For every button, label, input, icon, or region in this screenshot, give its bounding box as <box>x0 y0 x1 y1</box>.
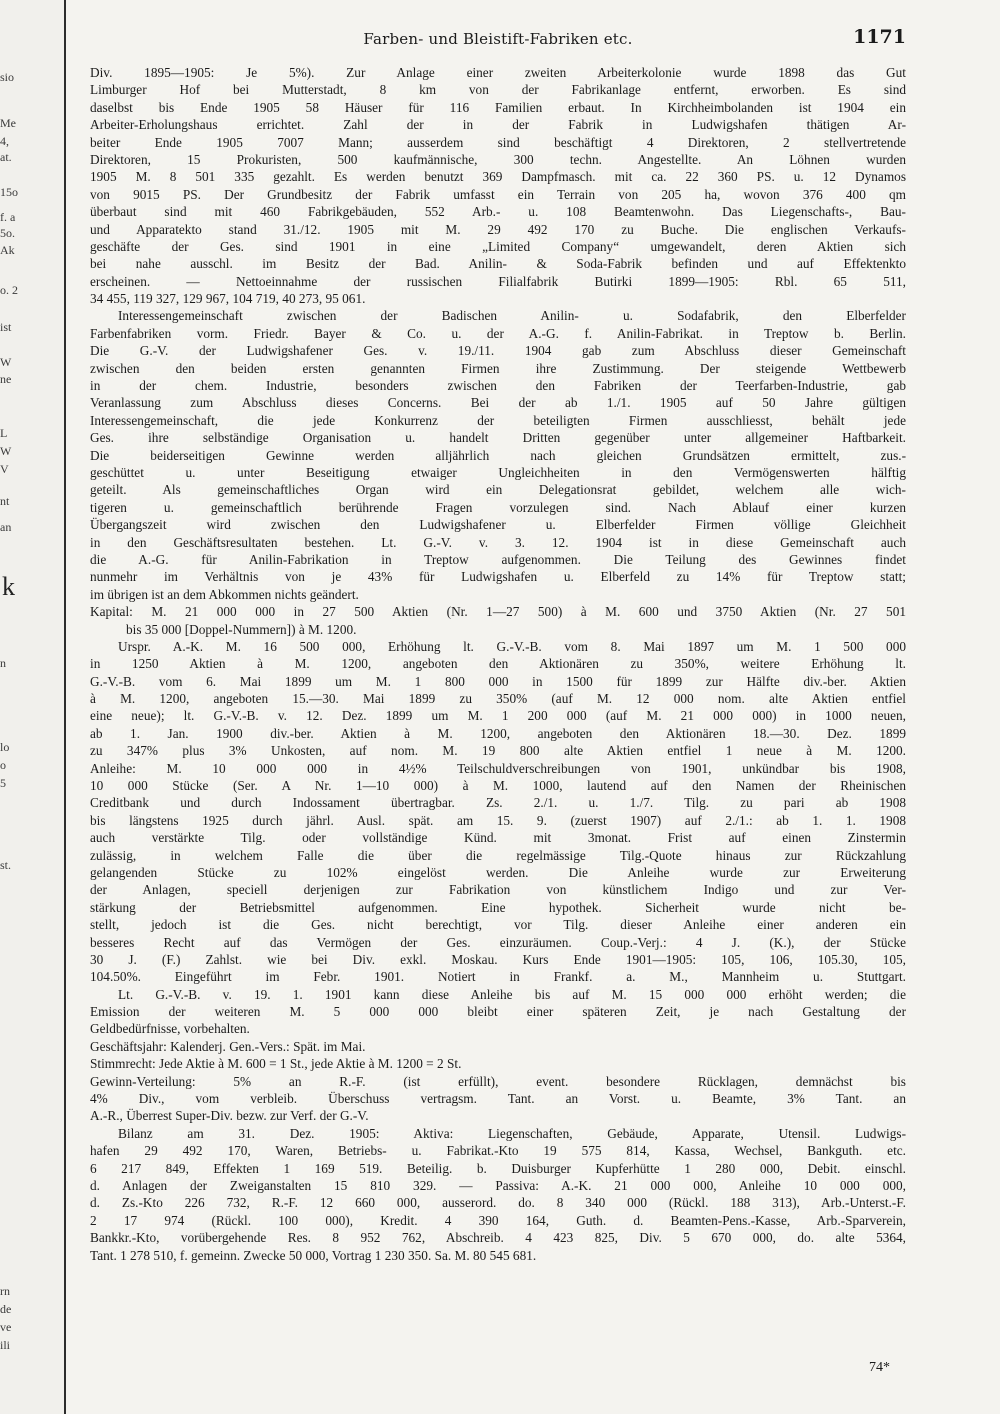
body-line: A.-R., Überrest Super-Div. bezw. zur Verf. der G.-V. <box>90 1108 369 1124</box>
margin-fragment: 15o <box>0 185 18 199</box>
body-line: 1905 M. 8 501 335 gezahlt. Es werden benutzt 369 Dampfmasch. mit ca. 22 360 PS. u. 12 Dynamos <box>90 169 906 185</box>
body-line: in den Geschäftsresultaten bestehen. Lt. G.-V. v. 3. 12. 1904 ist in diese Gemeinschaft auch <box>90 534 906 550</box>
signature-mark: 74* <box>869 1360 890 1375</box>
body-line: Urspr. A.-K. M. 16 500 000, Erhöhung lt. G.-V.-B. vom 8. Mai 1897 um M. 1 500 000 <box>118 638 906 654</box>
body-line: Div. 1895—1905: Je 5%). Zur Anlage einer zweiten Arbeiterkolonie wurde 1898 das Gut <box>90 65 906 80</box>
margin-fragment: an <box>0 520 12 534</box>
body-line: Limburger Hof bei Mutterstadt, 8 km von der Fabrikanlage entfernt, erworben. Es sind <box>90 82 906 98</box>
body-line: der Anlagen, speciell derjenigen zur Fabrikation von künstlichem Indigo und zur Ver- <box>90 882 906 898</box>
body-line: zu 347% plus 3% Unkosten, auf nom. M. 19 800 alte Aktien entfiel 1 neue à M. 1200. <box>90 743 906 759</box>
body-line: Tant. 1 278 510, f. gemeinn. Zwecke 50 000, Vortrag 1 230 350. Sa. M. 80 545 681. <box>90 1247 537 1263</box>
margin-fragment: ili <box>0 1338 11 1352</box>
body-line: in der chem. Industrie, besonders zwischen den Fabriken der Teerfarben-Industrie, gab <box>90 378 906 394</box>
body-line: die A.-G. für Anilin-Fabrikation in Treptow aufgenommen. Die Teilung des Gewinnes findet <box>90 551 906 567</box>
body-line: überbaut sind mit 460 Fabrikgebäuden, 552 Arb.- u. 108 Beamtenwohn. Das Liegenschafts-, Bau- <box>90 204 906 220</box>
section-kapital: Kapital: M. 21 000 000 in 27 500 Aktien (Nr. 1—27 500) à M. 600 und 3750 Aktien (Nr. 27 501 <box>90 604 906 620</box>
body-line: zwischen den beiden ersten genannten Firmen ihre Zustimmung. Der steigende Wettbewerb <box>90 360 906 376</box>
body-line: d. Anlagen der Zweiganstalten 15 810 329. — Passiva: A.-K. 21 000 000, Anleihe 10 000 000, <box>90 1178 906 1193</box>
page-number: 1171 <box>853 26 906 48</box>
body-line: 30 J. (F.) Zahlst. wie bei Div. exkl. Moskau. Kurs Ende 1901—1905: 105, 106, 105.30, 105, <box>90 951 906 967</box>
body-line: im übrigen ist an dem Abkommen nichts geändert. <box>90 586 359 602</box>
margin-fragment: ve <box>0 1320 12 1334</box>
margin-fragment: 5 <box>0 776 6 790</box>
body-line: gelangenden Stücke zu 102% eingelöst werden. Die Anleihe wurde zur Erweiterung <box>90 864 906 880</box>
section-interessengemeinschaft: Interessengemeinschaft zwischen der Badischen Anilin- u. Sodafabrik, den Elberfelder <box>118 308 906 324</box>
body-line: geschüttet u. unter Beseitigung etwaiger Ungleichheiten in den Vermögenswerten hälftig <box>90 464 906 480</box>
margin-fragment: n <box>0 656 6 670</box>
body-line: Farbenfabriken vorm. Friedr. Bayer & Co. u. der A.-G. f. Anilin-Fabrikat. in Treptow b. Berlin. <box>90 325 906 341</box>
body-line: bei nahe ausschl. im Besitz der Bad. Anilin- & Soda-Fabrik befinden und auf Effektenkto <box>90 256 906 272</box>
body-line: stärkung der Betriebsmittel aufgenommen. Eine hypothek. Sicherheit wurde nicht be- <box>90 899 906 915</box>
body-line: ab 1. Jan. 1900 div.-ber. Aktien à M. 1200, angeboten den Aktionären 18.—30. Dez. 1899 <box>90 725 906 741</box>
body-line: Die beiderseitigen Gewinne werden alljährlich nach gleichen Grundsätzen ermittelt, zus.- <box>90 447 906 463</box>
margin-fragment: o <box>0 758 6 772</box>
body-line: geschäfte der Ges. sind 1901 in eine „Limited Company“ umgewandelt, deren Aktien sich <box>90 238 906 254</box>
page-gutter-divider <box>64 0 66 1414</box>
margin-fragment: k <box>2 572 15 601</box>
document-page <box>90 26 906 1264</box>
body-line: bis längstens 1925 durch jährl. Ausl. spät. am 15. 9. (zuerst 1907) auf 2./1.: ab 1. 1. 1908 <box>90 812 906 828</box>
margin-fragment: ist <box>0 320 12 334</box>
body-line: 10 000 Stücke (Ser. A Nr. 1—10 000) à M. 1000, lautend auf den Namen der Rheinischen <box>90 778 906 794</box>
margin-fragment: st. <box>0 858 12 872</box>
margin-fragment: W <box>0 355 12 369</box>
body-line: Emission der weiteren M. 5 000 000 bleibt einer späteren Zeit, je nach Gestaltung der <box>90 1004 906 1020</box>
body-line: Bankkr.-Kto, vorübergehende Res. 8 952 762, Abschreib. 4 423 825, Div. 5 670 000, do. alte 5364, <box>90 1230 906 1246</box>
margin-fragment: f. a <box>0 210 16 224</box>
body-line: hafen 29 492 170, Waren, Betriebs- u. Fabrikat.-Kto 19 575 814, Kassa, Wechsel, Bankguth. etc. <box>90 1143 906 1159</box>
body-line: G.-V.-B. vom 6. Mai 1899 um M. 1 800 000 in 1500 für 1899 zur Hälfte div.-ber. Aktien <box>90 673 906 689</box>
running-head-title: Farben- und Bleistift-Fabriken etc. <box>363 30 633 48</box>
margin-fragment: L <box>0 426 8 440</box>
body-line: und Apparatekto stand 31./12. 1905 mit M. 29 492 170 zu Buche. Die englischen Verkaufs- <box>90 221 906 237</box>
body-line: Lt. G.-V.-B. v. 19. 1. 1901 kann diese Anleihe bis auf M. 15 000 000 erhöht werden; die <box>118 986 906 1002</box>
body-line: beiter Ende 1905 7007 Mann; ausserdem sind beschäftigt 4 Direktoren, 2 stellvertretende <box>90 134 906 150</box>
left-margin-adjacent-page <box>0 0 64 1414</box>
margin-fragment: de <box>0 1302 12 1316</box>
margin-fragment: o. 2 <box>0 283 18 297</box>
body-line: von 9015 PS. Der Grundbesitz der Fabrik umfasst ein Terrain von 205 ha, wovon 376 400 qm <box>90 186 906 202</box>
body-line: erscheinen. — Nettoeinnahme der russischen Filialfabrik Butirki 1899—1905: Rbl. 65 511, <box>90 273 906 289</box>
body-line: à M. 1200, angeboten 15.—30. Mai 1899 zu 350% (auf M. 12 000 nom. alte Aktien entfiel <box>90 691 906 707</box>
margin-fragment: V <box>0 462 9 476</box>
body-line: Creditbank und durch Indossament übertragbar. Zs. 2./1. u. 1./7. Tilg. zu pari ab 1908 <box>90 795 906 811</box>
margin-fragment: at. <box>0 150 12 164</box>
margin-fragment: 5o. <box>0 226 15 240</box>
body-line: 34 455, 119 327, 129 967, 104 719, 40 273, 95 061. <box>90 291 366 307</box>
body-line: Die G.-V. der Ludwigshafener Ges. v. 19./11. 1904 gab zum Abschluss dieser Gemeinschaft <box>90 343 906 359</box>
body-line: zulässig, in welchem Falle die über die regelmässige Tilg.-Quote hinaus zur Rückzahlung <box>90 847 906 863</box>
margin-fragment: sio <box>0 70 15 84</box>
body-line: bis 35 000 [Doppel-Nummern]) à M. 1200. <box>126 621 357 637</box>
body-line: Geldbedürfnisse, vorbehalten. <box>90 1021 250 1037</box>
section-bilanz: Bilanz am 31. Dez. 1905: Aktiva: Liegenschaften, Gebäude, Apparate, Utensil. Ludwigs- <box>118 1125 906 1141</box>
margin-fragment: lo <box>0 740 10 754</box>
section-anleihe: Anleihe: M. 10 000 000 in 4½% Teilschuldverschreibungen von 1901, unkündbar bis 1908, <box>90 760 906 776</box>
margin-fragment: ne <box>0 372 12 386</box>
margin-fragment: Ak <box>0 243 15 257</box>
body-line: tigeren u. gemeinschaftlich berührende Fragen vorzulegen sind. Nach Ablauf einer kurzen <box>90 499 906 515</box>
margin-fragment: nt <box>0 494 10 508</box>
margin-fragment: rn <box>0 1284 10 1298</box>
body-line: 4% Div., vom verbleib. Überschuss vertragsm. Tant. an Vorst. u. Beamte, 3% Tant. an <box>90 1091 906 1107</box>
body-line: auch verstärkte Tilg. oder vollständige Künd. mit 3monat. Frist auf einen Zinstermin <box>90 830 906 846</box>
running-head <box>90 26 906 56</box>
body-line: Interessengemeinschaft, die jede Konkurrenz der beteiligten Firmen ausschliesst, behält jede <box>90 412 906 428</box>
body-line: in 1250 Aktien à M. 1200, angeboten den Aktionären zu 350%, weitere Erhöhung lt. <box>90 656 906 672</box>
body-line: eine neue); lt. G.-V.-B. v. 12. Dez. 1899 um M. 1 200 000 (auf M. 21 000 000) in 1000 neuen, <box>90 708 906 724</box>
section-stimmrecht: Stimmrecht: Jede Aktie à M. 600 = 1 St., jede Aktie à M. 1200 = 2 St. <box>90 1056 462 1072</box>
body-line: Arbeiter-Erholungshaus errichtet. Zahl der in der Fabrik in Ludwigshafen thätigen Ar- <box>90 117 906 133</box>
body-line: d. Zs.-Kto 226 732, R.-F. 12 660 000, ausserord. do. 8 340 000 (Rückl. 188 313), Arb.-Unterst.-F. <box>90 1195 906 1211</box>
margin-fragment: W <box>0 444 12 458</box>
section-gewinn-verteilung: Gewinn-Verteilung: 5% an R.-F. (ist erfüllt), event. besondere Rücklagen, demnächst bis <box>90 1073 906 1089</box>
body-line: daselbst bis Ende 1905 58 Häuser für 116 Familien erbaut. In Kirchheimbolanden ist 1904 ein <box>90 99 906 115</box>
body-line: besseres Recht auf das Vermögen der Ges. einzuräumen. Coup.-Verj.: 4 J. (K.), der Stücke <box>90 934 906 950</box>
body-line: Ges. ihre selbständige Organisation u. handelt Dritten gegenüber unter allgemeiner Haftbarkeit. <box>90 430 906 446</box>
body-line: 2 17 974 (Rückl. 100 000), Kredit. 4 390 164, Guth. d. Beamten-Pens.-Kasse, Arb.-Sparverein, <box>90 1212 906 1228</box>
body-text <box>90 64 906 1264</box>
margin-fragment: 4, <box>0 134 9 148</box>
margin-fragment: Me <box>0 116 16 130</box>
body-line: 6 217 849, Effekten 1 169 519. Beteilig. b. Duisburger Kupferhütte 1 280 000, Debit. einschl. <box>90 1160 906 1176</box>
body-line: Direktoren, 15 Prokuristen, 500 kaufmännische, 300 techn. Angestellte. An Löhnen wurden <box>90 151 906 167</box>
body-line: nunmehr im Verhältnis von je 43% für Ludwigshafen u. Elberfeld zu 14% für Treptow statt; <box>90 569 906 585</box>
body-line: geteilt. Als gemeinschaftliches Organ wird ein Delegationsrat gebildet, welchem alle wich- <box>90 482 906 498</box>
body-line: stellt, jedoch ist die Ges. nicht berechtigt, vor Tilg. dieser Anleihe einer anderen ein <box>90 917 906 933</box>
body-line: 104.50%. Eingeführt im Febr. 1901. Notiert in Frankf. a. M., Mannheim u. Stuttgart. <box>90 969 906 985</box>
body-line: Übergangszeit wird zwischen den Ludwigshafener u. Elberfelder Firmen völlige Gleichheit <box>90 517 906 533</box>
body-line: Veranlassung zum Abschluss dieses Concerns. Bei der ab 1./1. 1905 auf 50 Jahre gültigen <box>90 395 906 411</box>
section-geschaeftsjahr: Geschäftsjahr: Kalenderj. Gen.-Vers.: Spät. im Mai. <box>90 1038 366 1054</box>
